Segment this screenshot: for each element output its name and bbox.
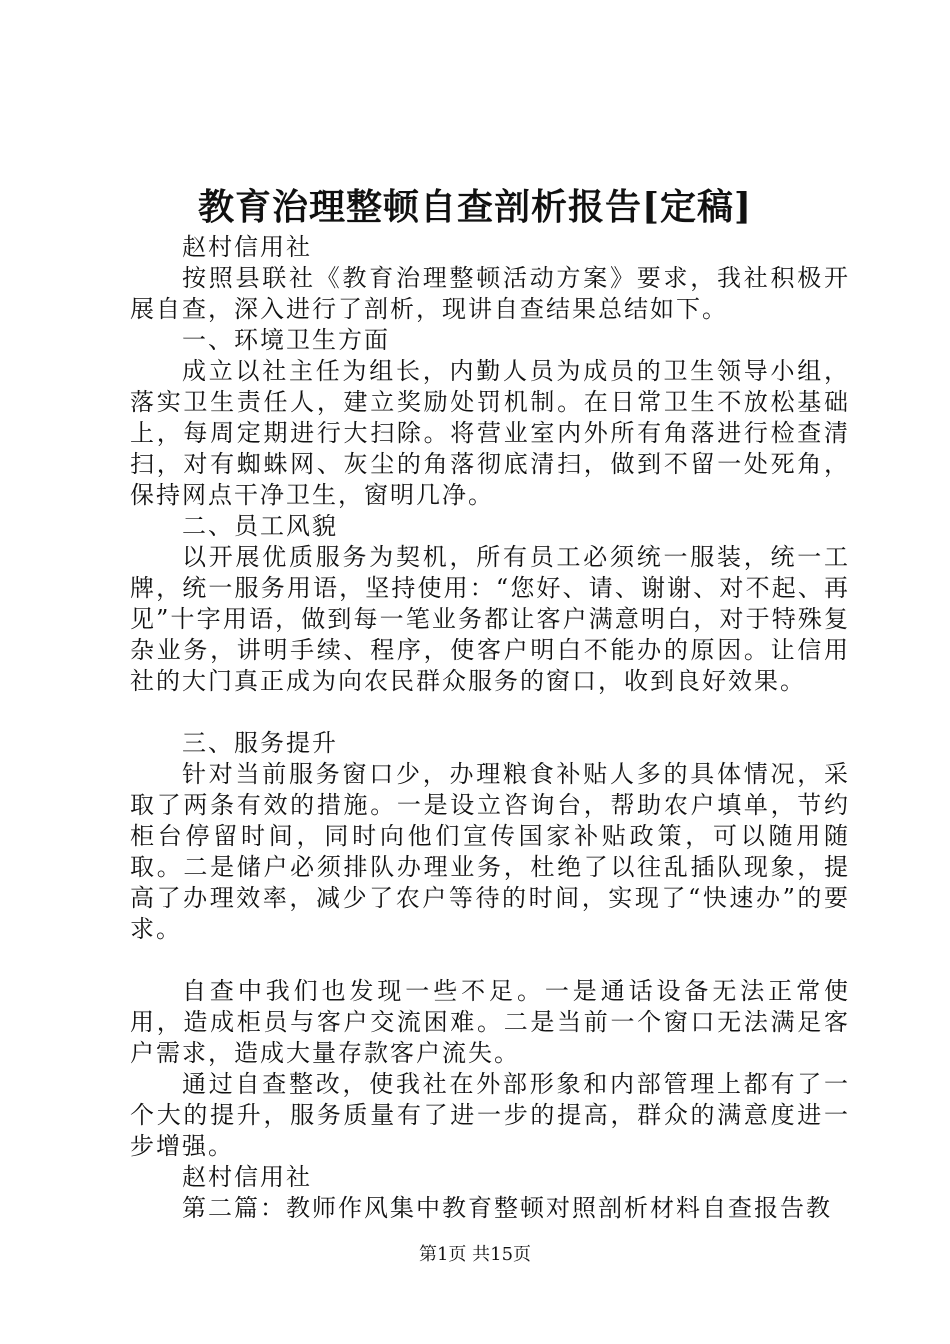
section-heading-service: 三、服务提升 [182, 729, 338, 757]
paragraph-staff: 以开展优质服务为契机，所有员工必须统一服装，统一工牌，统一服务用语，坚持使用：“您好、请、谢谢、对不起、再见”十字用语，做到每一笔业务都让客户满意明白，对于特殊复杂业务，讲明手续、程序，使客户明白不能办的原因。让信用社的大门真正成为向农民群众服务的窗口，收到良好效果。 [130, 543, 850, 695]
paragraph-conclusion: 通过自查整改，使我社在外部形象和内部管理上都有了一个大的提升，服务质量有了进一步的提高，群众的满意度进一步增强。 [130, 1070, 850, 1160]
paragraph-service: 针对当前服务窗口少，办理粮食补贴人多的具体情况，采取了两条有效的措施。一是设立咨询台，帮助农户填单，节约柜台停留时间，同时向他们宣传国家补贴政策，可以随用随取。二是储户必须排队办理业务，杜绝了以往乱插队现象，提高了办理效率，减少了农户等待的时间，实现了“快速办”的要求。 [130, 760, 850, 943]
paragraph-shortcomings: 自查中我们也发现一些不足。一是通话设备无法正常使用，造成柜员与客户交流困难。二是当前一个窗口无法满足客户需求，造成大量存款客户流失。 [130, 977, 850, 1067]
page-number: 第1页 共15页 [418, 1244, 532, 1265]
document-title: 教育治理整顿自查剖析报告[定稿] [197, 186, 753, 228]
document-body [130, 232, 850, 1224]
paragraph-signature-top: 赵村信用社 [182, 233, 312, 261]
section-heading-environment: 一、环境卫生方面 [182, 326, 390, 354]
paragraph-signature-bottom: 赵村信用社 [182, 1163, 312, 1191]
paragraph-intro: 按照县联社《教育治理整顿活动方案》要求，我社积极开展自查，深入进行了剖析，现讲自查结果总结如下。 [130, 264, 850, 323]
paragraph-next-article: 第二篇：教师作风集中教育整顿对照剖析材料自查报告教 [182, 1194, 832, 1222]
section-heading-staff: 二、员工风貌 [182, 512, 338, 540]
paragraph-environment: 成立以社主任为组长，内勤人员为成员的卫生领导小组，落实卫生责任人，建立奖励处罚机制。在日常卫生不放松基础上，每周定期进行大扫除。将营业室内外所有角落进行检查清扫，对有蜘蛛网、灰尘的角落彻底清扫，做到不留一处死角，保持网点干净卫生，窗明几净。 [130, 357, 850, 509]
